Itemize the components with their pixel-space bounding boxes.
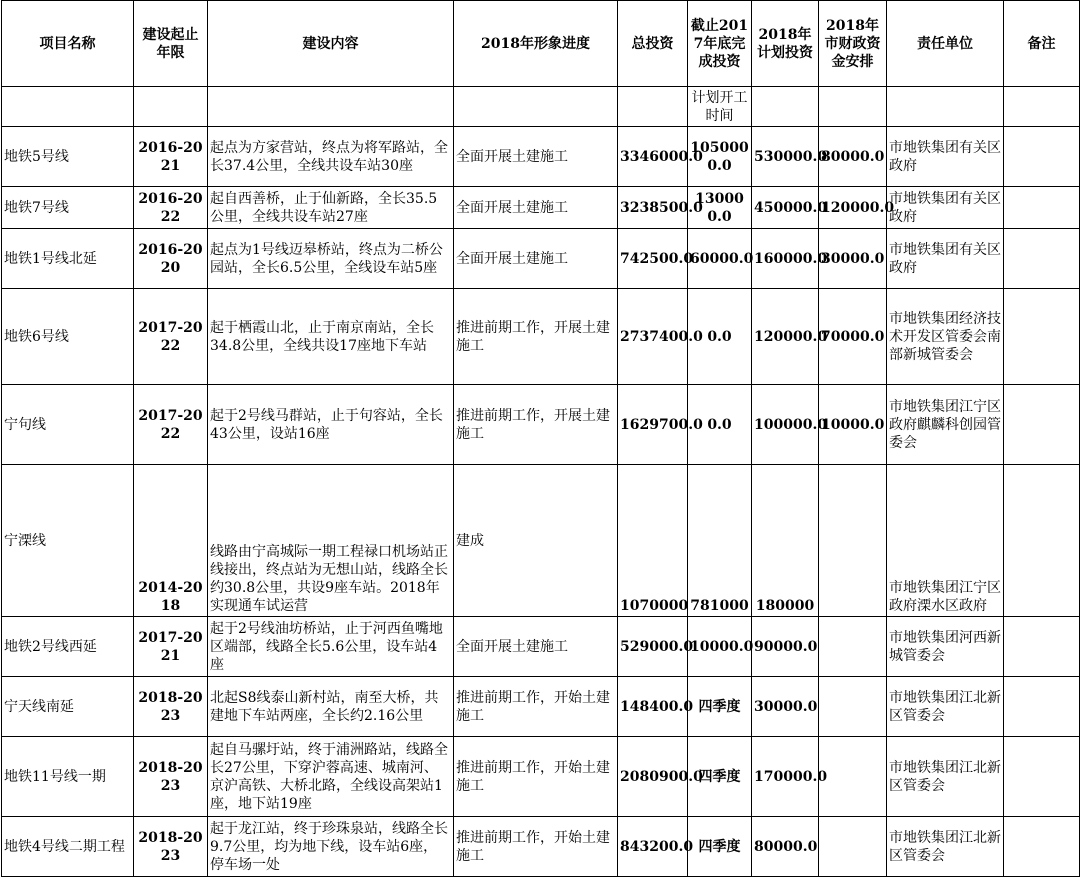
project-total: 3238500.0 [618, 187, 688, 229]
project-table [1, 0, 1080, 877]
project-done: 781000 [688, 465, 752, 617]
project-years: 2016-2022 [134, 187, 208, 229]
project-fiscal [819, 817, 887, 877]
project-note [1004, 289, 1080, 385]
project-content: 起于龙江站，终于珍珠泉站，线路全长9.7公里，均为地下线，设车站6座，停车场一处 [208, 817, 454, 877]
header-name: 项目名称 [2, 1, 134, 87]
project-progress: 推进前期工作，开始土建施工 [454, 737, 618, 817]
header-fiscal: 2018年市财政资金安排 [819, 1, 887, 87]
project-fiscal: 30000.0 [819, 229, 887, 289]
project-unit: 市地铁集团经济技术开发区管委会南部新城管委会 [887, 289, 1004, 385]
project-done: 四季度 [688, 817, 752, 877]
project-content: 起点为1号线迈皋桥站，终点为二桥公园站，全长6.5公里，全线设车站5座 [208, 229, 454, 289]
project-name: 地铁4号线二期工程 [2, 817, 134, 877]
project-unit: 市地铁集团有关区政府 [887, 229, 1004, 289]
header-note: 备注 [1004, 1, 1080, 87]
project-progress: 推进前期工作，开始土建施工 [454, 817, 618, 877]
project-done: 130000.0 [688, 187, 752, 229]
project-progress: 建成 [454, 465, 618, 617]
project-fiscal: 80000.0 [819, 127, 887, 187]
header-progress: 2018年形象进度 [454, 1, 618, 87]
project-total: 3346000.0 [618, 127, 688, 187]
subheader-row [2, 87, 1080, 127]
project-plan: 530000.0 [752, 127, 819, 187]
project-total: 2737400.0 [618, 289, 688, 385]
project-fiscal: 70000.0 [819, 289, 887, 385]
project-plan: 160000.0 [752, 229, 819, 289]
project-years: 2016-2021 [134, 127, 208, 187]
project-years: 2014-2018 [134, 465, 208, 617]
project-done: 10000.0 [688, 617, 752, 677]
subheader-start-time: 计划开工时间 [688, 87, 752, 127]
project-total: 742500.0 [618, 229, 688, 289]
project-years: 2017-2022 [134, 385, 208, 465]
table-row [2, 737, 1080, 817]
project-name: 地铁6号线 [2, 289, 134, 385]
project-done: 四季度 [688, 737, 752, 817]
project-progress: 全面开展土建施工 [454, 229, 618, 289]
header-content: 建设内容 [208, 1, 454, 87]
project-total: 148400.0 [618, 677, 688, 737]
project-name: 宁句线 [2, 385, 134, 465]
project-progress: 推进前期工作，开展土建施工 [454, 385, 618, 465]
project-unit: 市地铁集团江宁区政府溧水区政府 [887, 465, 1004, 617]
project-years: 2016-2020 [134, 229, 208, 289]
table-row [2, 187, 1080, 229]
project-fiscal: 10000.0 [819, 385, 887, 465]
project-years: 2018-2023 [134, 677, 208, 737]
project-fiscal [819, 737, 887, 817]
project-note [1004, 817, 1080, 877]
project-years: 2017-2022 [134, 289, 208, 385]
project-fiscal [819, 465, 887, 617]
project-years: 2017-2021 [134, 617, 208, 677]
project-total: 2080900.0 [618, 737, 688, 817]
table-row [2, 289, 1080, 385]
table-row [2, 127, 1080, 187]
project-done: 1050000.0 [688, 127, 752, 187]
project-content: 起于栖霞山北，止于南京南站，全长34.8公里，全线共设17座地下车站 [208, 289, 454, 385]
header-unit: 责任单位 [887, 1, 1004, 87]
project-total: 843200.0 [618, 817, 688, 877]
project-name: 地铁1号线北延 [2, 229, 134, 289]
project-unit: 市地铁集团有关区政府 [887, 127, 1004, 187]
project-plan: 180000 [752, 465, 819, 617]
project-plan: 120000.0 [752, 289, 819, 385]
project-plan: 80000.0 [752, 817, 819, 877]
project-plan: 30000.0 [752, 677, 819, 737]
table-row [2, 385, 1080, 465]
project-name: 地铁11号线一期 [2, 737, 134, 817]
project-name: 地铁5号线 [2, 127, 134, 187]
project-content: 线路由宁高城际一期工程禄口机场站正线接出，终点站为无想山站，线路全长约30.8公里，共设9座车站。2018年实现通车试运营 [208, 465, 454, 617]
project-progress: 推进前期工作，开始土建施工 [454, 677, 618, 737]
project-content: 起点为方家营站，终点为将军路站，全长37.4公里，全线共设车站30座 [208, 127, 454, 187]
project-years: 2018-2023 [134, 817, 208, 877]
project-content: 北起S8线泰山新村站，南至大桥，共建地下车站两座，全长约2.16公里 [208, 677, 454, 737]
project-progress: 推进前期工作，开展土建施工 [454, 289, 618, 385]
project-note [1004, 127, 1080, 187]
project-content: 起自马骡圩站，终于浦洲路站，线路全长27公里，下穿沪蓉高速、城南河、京沪高铁、大桥北路，全线设高架站1座，地下站19座 [208, 737, 454, 817]
project-content: 起于2号线油坊桥站，止于河西鱼嘴地区端部，线路全长5.6公里，设车站4座 [208, 617, 454, 677]
project-unit: 市地铁集团江北新区管委会 [887, 737, 1004, 817]
project-fiscal: 120000.0 [819, 187, 887, 229]
project-name: 地铁7号线 [2, 187, 134, 229]
project-content: 起自西善桥，止于仙新路，全长35.5公里，全线共设车站27座 [208, 187, 454, 229]
header-done: 截止2017年底完成投资 [688, 1, 752, 87]
project-note [1004, 737, 1080, 817]
project-unit: 市地铁集团河西新城管委会 [887, 617, 1004, 677]
table-row [2, 465, 1080, 617]
project-progress: 全面开展土建施工 [454, 617, 618, 677]
project-name: 宁天线南延 [2, 677, 134, 737]
project-progress: 全面开展土建施工 [454, 187, 618, 229]
project-fiscal [819, 677, 887, 737]
table-row [2, 229, 1080, 289]
project-content: 起于2号线马群站，止于句容站，全长43公里，设站16座 [208, 385, 454, 465]
project-plan: 170000.0 [752, 737, 819, 817]
project-plan: 90000.0 [752, 617, 819, 677]
project-plan: 100000.0 [752, 385, 819, 465]
table-row [2, 677, 1080, 737]
project-total: 529000.0 [618, 617, 688, 677]
project-unit: 市地铁集团江北新区管委会 [887, 817, 1004, 877]
project-note [1004, 385, 1080, 465]
project-done: 0.0 [688, 385, 752, 465]
project-done: 60000.0 [688, 229, 752, 289]
project-fiscal [819, 617, 887, 677]
project-total: 1070000 [618, 465, 688, 617]
project-name: 地铁2号线西延 [2, 617, 134, 677]
project-years: 2018-2023 [134, 737, 208, 817]
project-note [1004, 677, 1080, 737]
table-row [2, 617, 1080, 677]
project-note [1004, 229, 1080, 289]
project-plan: 450000.0 [752, 187, 819, 229]
project-name: 宁溧线 [2, 465, 134, 617]
project-done: 四季度 [688, 677, 752, 737]
project-progress: 全面开展土建施工 [454, 127, 618, 187]
project-note [1004, 465, 1080, 617]
header-plan: 2018年计划投资 [752, 1, 819, 87]
project-done: 0.0 [688, 289, 752, 385]
project-unit: 市地铁集团江北新区管委会 [887, 677, 1004, 737]
project-note [1004, 187, 1080, 229]
header-total: 总投资 [618, 1, 688, 87]
header-row [2, 1, 1080, 87]
project-total: 1629700.0 [618, 385, 688, 465]
project-note [1004, 617, 1080, 677]
project-unit: 市地铁集团有关区政府 [887, 187, 1004, 229]
table-row [2, 817, 1080, 877]
project-unit: 市地铁集团江宁区政府麒麟科创园管委会 [887, 385, 1004, 465]
header-years: 建设起止年限 [134, 1, 208, 87]
